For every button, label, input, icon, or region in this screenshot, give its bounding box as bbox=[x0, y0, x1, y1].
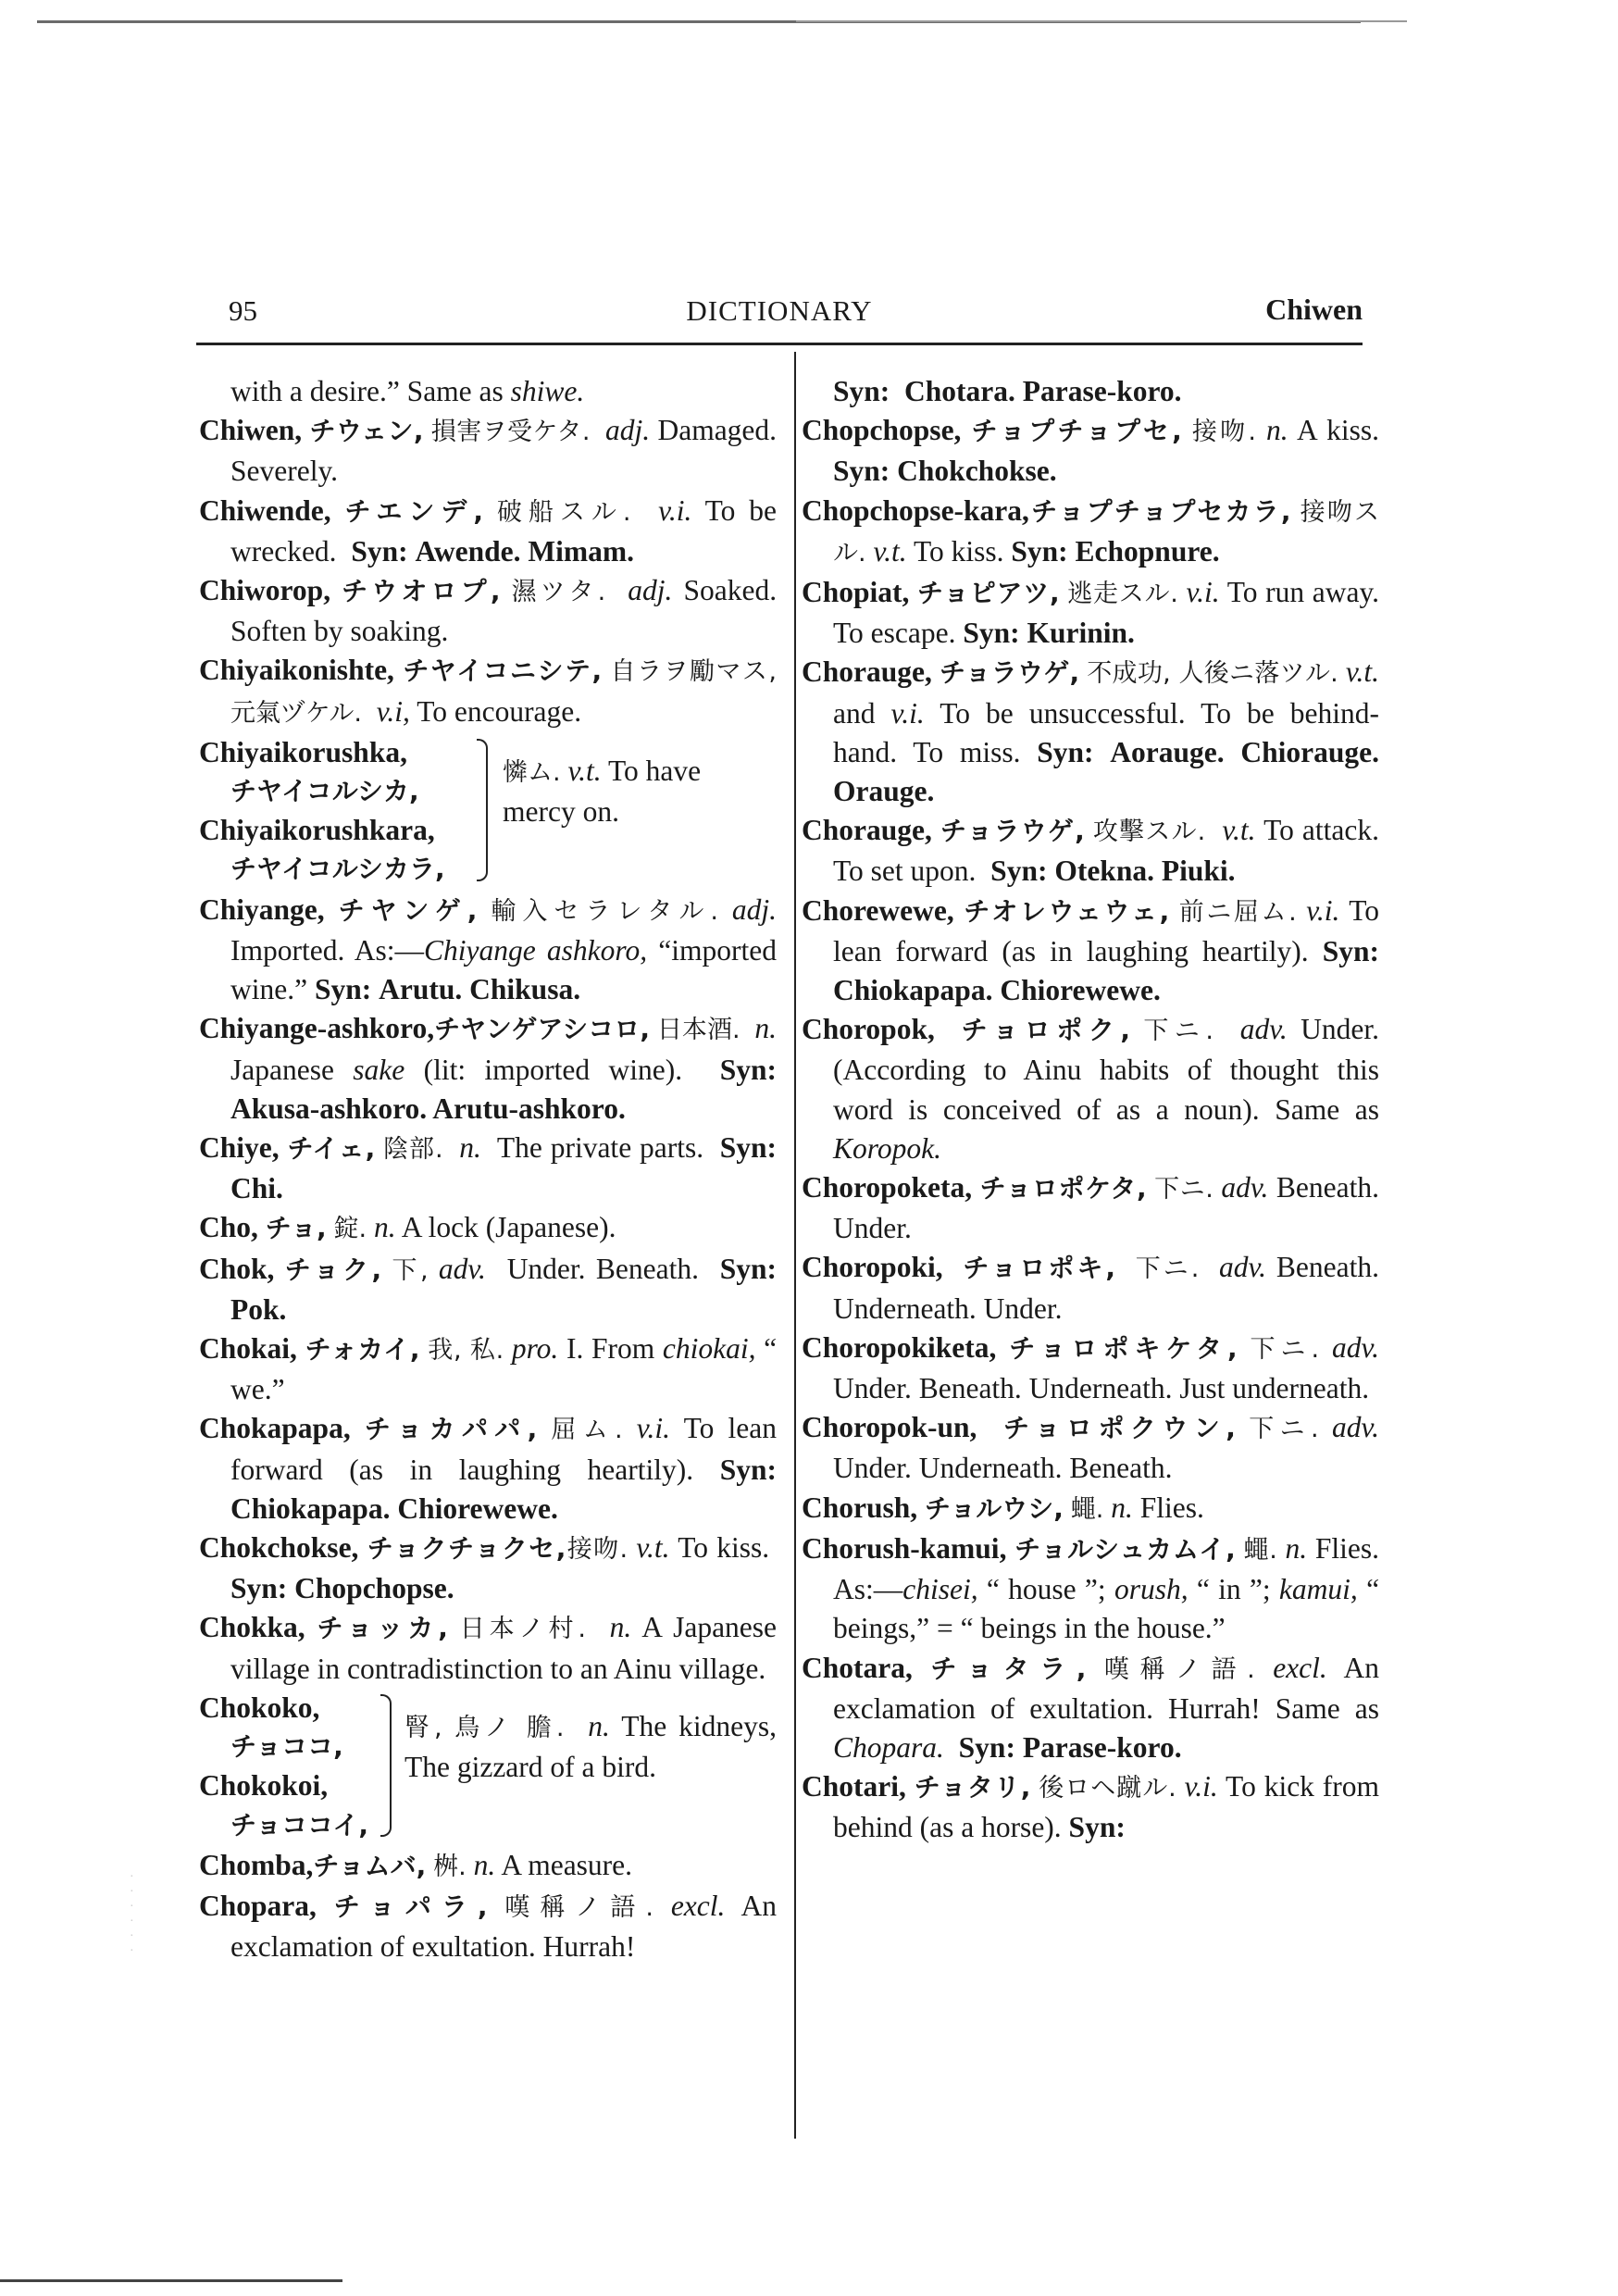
kana: チイェ, bbox=[287, 1133, 376, 1165]
kana: チョココ, bbox=[230, 1731, 343, 1763]
synonyms: Chiokapapa. Chiorewewe. bbox=[230, 1491, 558, 1525]
entry bbox=[199, 1129, 777, 1208]
syn-label: Syn: bbox=[351, 534, 408, 568]
kanji-gloss: 日本酒. bbox=[656, 1016, 741, 1045]
kanji-gloss: 嘆稱ノ語. bbox=[1103, 1654, 1255, 1684]
headword: Choropoketa, bbox=[802, 1171, 973, 1204]
part-of-speech: v.i. bbox=[1306, 893, 1340, 927]
definition: To kick from behind (as a horse). bbox=[833, 1770, 1380, 1844]
definition: To encourage. bbox=[417, 694, 582, 728]
part-of-speech: n. bbox=[1285, 1531, 1308, 1565]
part-of-speech: v.i, bbox=[376, 694, 410, 728]
entry bbox=[199, 1208, 777, 1249]
kana: チョタリ, bbox=[914, 1772, 1031, 1803]
entry bbox=[802, 892, 1379, 1011]
entry bbox=[199, 1887, 777, 1966]
entry-continuation: with a desire.” Same as shiwe. bbox=[230, 375, 585, 407]
headword: Choropok, bbox=[802, 1013, 935, 1046]
definition: To be wrecked. bbox=[230, 493, 778, 568]
example: Chiyange ashkoro, bbox=[424, 934, 648, 967]
kana: チョルウシ, bbox=[925, 1492, 1064, 1524]
definition: Beneath. Underneath. Under. bbox=[833, 1251, 1379, 1325]
headword: Chiyaikonishte, bbox=[199, 654, 394, 687]
running-head: DICTIONARY bbox=[686, 294, 873, 327]
syn-label: Syn: bbox=[719, 1252, 778, 1285]
kanji-gloss: 接吻. bbox=[1191, 418, 1256, 447]
kana: チョッカ, bbox=[317, 1613, 448, 1644]
kanji-gloss: 下ニ. bbox=[1143, 1017, 1214, 1046]
kana: チウオロプ, bbox=[342, 576, 501, 607]
synonyms: Chi. bbox=[230, 1172, 283, 1205]
entry bbox=[199, 1409, 777, 1529]
part-of-speech: v.i. bbox=[658, 493, 692, 527]
entry bbox=[199, 1009, 777, 1129]
definition: “ beings,” = “ beings in the house.” bbox=[833, 1573, 1380, 1645]
right-column bbox=[802, 372, 1379, 1848]
bracket-entry bbox=[199, 733, 777, 891]
entry bbox=[802, 1767, 1379, 1847]
brace bbox=[477, 739, 488, 881]
definition: To lean forward (as in laughing heartily). bbox=[230, 1412, 778, 1486]
entry bbox=[802, 573, 1379, 653]
example: orush, bbox=[1114, 1573, 1189, 1606]
entry bbox=[802, 1248, 1379, 1328]
example: sake bbox=[353, 1053, 405, 1086]
part-of-speech: adv. bbox=[1239, 1013, 1288, 1046]
kana: チョロポキケタ, bbox=[1009, 1332, 1238, 1364]
definition: The private parts. bbox=[496, 1131, 704, 1165]
syn-label: Syn: bbox=[1322, 934, 1380, 967]
kana: チョカパパ, bbox=[364, 1414, 538, 1445]
definition: Under. (According to Ainu habits of thought this word is conceived of as a noun). Same as bbox=[833, 1013, 1380, 1126]
part-of-speech: excl. bbox=[1273, 1651, 1327, 1684]
entry bbox=[802, 1489, 1379, 1529]
example: chisei, bbox=[902, 1573, 978, 1606]
definition: Japanese bbox=[230, 1053, 334, 1086]
headword: Chopchopse, bbox=[802, 414, 962, 447]
syn-label: Syn: bbox=[1011, 534, 1068, 568]
part-of-speech: adj. bbox=[731, 892, 778, 926]
kanji-gloss: 桝. bbox=[433, 1852, 467, 1881]
kanji-gloss: 攻擊スル. bbox=[1092, 817, 1206, 847]
part-of-speech: n. bbox=[373, 1211, 396, 1244]
kana: チウェン, bbox=[309, 416, 424, 447]
headword: Chokchokse, bbox=[199, 1531, 359, 1565]
kana: チョロポク, bbox=[961, 1015, 1130, 1046]
headword: Chiworop, bbox=[199, 574, 331, 607]
entry bbox=[199, 651, 777, 732]
part-of-speech: n. bbox=[609, 1611, 632, 1644]
entry bbox=[199, 1250, 777, 1329]
kanji-gloss: 前ニ屈ム. bbox=[1178, 897, 1297, 927]
kanji-gloss: 不成功, 人後ニ落ツル. bbox=[1087, 659, 1338, 689]
part-of-speech: n. bbox=[459, 1131, 481, 1165]
synonyms: Aorauge. Chiorauge. Orauge. bbox=[833, 735, 1379, 808]
definition: “ we.” bbox=[230, 1332, 778, 1406]
synonyms: Chotara. Parase-koro. bbox=[904, 375, 1182, 407]
definition: 腎, 鳥ノ 膽. n. The kidneys, The gizzard of a bird. bbox=[404, 1709, 778, 1784]
definition: Damaged. Severely. bbox=[230, 414, 778, 488]
headword: Chorauge, bbox=[802, 655, 932, 689]
syn-label: Syn: bbox=[719, 1131, 778, 1165]
definition: “ in ”; bbox=[1196, 1573, 1271, 1606]
part-of-speech: adv. bbox=[1219, 1251, 1267, 1284]
definition: “ house ”; bbox=[986, 1573, 1106, 1606]
guide-word: Chiwen bbox=[1265, 293, 1363, 326]
kana: チオレウェウェ, bbox=[964, 895, 1170, 927]
kana: チォカイ, bbox=[305, 1334, 420, 1366]
definition: To kiss. bbox=[913, 534, 1004, 568]
bracket-entry bbox=[199, 1689, 777, 1846]
headword: Chokoko, bbox=[199, 1691, 320, 1724]
entry bbox=[802, 1529, 1379, 1649]
entry bbox=[802, 653, 1379, 811]
part-of-speech: adv. bbox=[1331, 1330, 1379, 1364]
definition: To kiss. bbox=[678, 1531, 770, 1565]
definition: Under. Beneath. Underneath. Just underneath. bbox=[833, 1372, 1370, 1405]
part-of-speech: v.i. bbox=[890, 696, 925, 730]
headword: Chiyange-ashkoro, bbox=[199, 1012, 435, 1045]
column-divider bbox=[794, 352, 796, 2139]
kana: チヤンゲ, bbox=[338, 894, 478, 926]
headword: Chiyaikorushka, bbox=[199, 735, 407, 768]
definition: A Japanese village in contradistinction to an Ainu village. bbox=[230, 1611, 778, 1685]
syn-label: Syn: bbox=[1037, 735, 1094, 768]
kanji-gloss: 嘆稱ノ語. bbox=[504, 1893, 653, 1923]
syn-label: Syn: bbox=[719, 1053, 778, 1086]
page-number: 95 bbox=[229, 294, 257, 327]
part-of-speech: v.i. bbox=[1184, 1770, 1218, 1803]
syn-label: Syn: bbox=[963, 617, 1020, 650]
cross-reference: Koropok. bbox=[833, 1131, 941, 1165]
part-of-speech: n. bbox=[473, 1848, 496, 1881]
syn-label: Syn: bbox=[990, 855, 1048, 888]
part-of-speech: adj. bbox=[605, 414, 651, 447]
kanji-gloss: 接吻スル. bbox=[833, 497, 1380, 568]
definition: Soaked. Soften by soaking. bbox=[230, 574, 778, 648]
part-of-speech: n. bbox=[1111, 1491, 1133, 1524]
definition: Imported. As:— bbox=[230, 934, 425, 967]
kana: チヤイコルシカ, bbox=[230, 776, 419, 807]
headword: Chiye, bbox=[199, 1131, 280, 1165]
headword: Choropokiketa, bbox=[802, 1330, 997, 1364]
cross-reference: Chopara. bbox=[833, 1730, 944, 1764]
entry bbox=[802, 492, 1379, 573]
definition: “imported wine.” bbox=[230, 934, 777, 1006]
kana: チョタラ, bbox=[930, 1653, 1087, 1684]
headword: Chiwende, bbox=[199, 493, 331, 527]
kana: チョクチョクセ, bbox=[367, 1533, 566, 1565]
headword: Choropok-un, bbox=[802, 1411, 977, 1444]
part-of-speech: v.t. bbox=[636, 1531, 670, 1565]
kanji-gloss: 下ニ. bbox=[1135, 1254, 1200, 1284]
synonyms: Akusa-ashkoro. Arutu-ashkoro. bbox=[230, 1092, 626, 1125]
headword: Chomba, bbox=[199, 1848, 314, 1881]
page-header bbox=[196, 289, 1363, 330]
synonyms: Chiokapapa. Chiorewewe. bbox=[833, 974, 1161, 1007]
syn-label: Syn: bbox=[833, 455, 890, 488]
entry-continuation bbox=[802, 372, 1379, 411]
synonyms: Parase-koro. bbox=[1022, 1730, 1182, 1764]
part-of-speech: pro. bbox=[511, 1332, 559, 1366]
headword: Chotara, bbox=[802, 1651, 913, 1684]
headword: Chotari, bbox=[802, 1770, 906, 1803]
part-of-speech: n. bbox=[754, 1012, 778, 1045]
entry bbox=[802, 1010, 1379, 1168]
kana: チョラウゲ, bbox=[940, 816, 1085, 847]
kana: チョココイ, bbox=[230, 1809, 368, 1841]
definition: Under. Underneath. Beneath. bbox=[833, 1452, 1173, 1485]
kanji-gloss: 錠. bbox=[333, 1215, 367, 1244]
entry bbox=[199, 1329, 777, 1409]
kanji-gloss: 下ニ. bbox=[1154, 1175, 1214, 1204]
headword: Chopiat, bbox=[802, 576, 910, 609]
definition: Flies. As:— bbox=[833, 1531, 1380, 1606]
syn-label: Syn: bbox=[833, 375, 890, 407]
entry bbox=[199, 1529, 777, 1608]
headword: Chokai, bbox=[199, 1332, 297, 1366]
synonyms: Kurinin. bbox=[1027, 617, 1135, 650]
kana: チョピアツ, bbox=[917, 578, 1060, 609]
scan-edge-line bbox=[0, 2279, 342, 2282]
definition: I. From bbox=[566, 1332, 655, 1366]
part-of-speech: v.i. bbox=[636, 1412, 670, 1445]
kana: チョロポキ, bbox=[963, 1253, 1116, 1284]
entry bbox=[802, 1329, 1379, 1408]
headword: Chokapapa, bbox=[199, 1412, 351, 1445]
headword: Chopchopse-kara, bbox=[802, 493, 1029, 527]
headword: Choropoki, bbox=[802, 1251, 943, 1284]
definition: An exclamation of exultation. Hurrah! Same as bbox=[833, 1651, 1379, 1725]
definition: Beneath. Under. bbox=[833, 1171, 1379, 1245]
part-of-speech: n. bbox=[1266, 414, 1288, 447]
definition: A lock (Japanese). bbox=[401, 1211, 616, 1244]
kana: チョ, bbox=[265, 1213, 327, 1244]
part-of-speech: v.t. bbox=[1345, 655, 1379, 689]
conjunction: and bbox=[833, 696, 876, 730]
headword: Chiyaikorushkara, bbox=[199, 814, 435, 847]
example: kamui, bbox=[1278, 1573, 1358, 1606]
synonyms: Awende. Mimam. bbox=[415, 534, 634, 568]
syn-label: Syn: bbox=[314, 973, 372, 1006]
syn-label: Syn: bbox=[719, 1453, 777, 1486]
syn-label: Syn: bbox=[958, 1730, 1015, 1764]
synonyms: Chokchokse. bbox=[897, 455, 1057, 488]
kana: チヤイコルシカラ, bbox=[230, 854, 445, 885]
entry bbox=[802, 1649, 1379, 1768]
definition: Under. Beneath. bbox=[506, 1252, 699, 1285]
synonyms: Otekna. Piuki. bbox=[1054, 855, 1236, 888]
kana: チエンデ, bbox=[344, 495, 484, 527]
kanji-gloss: 後ロヘ蹴ル. bbox=[1039, 1774, 1176, 1803]
kanji-gloss: 輸入セラレタル. bbox=[491, 896, 718, 926]
definition: (lit: imported wine). bbox=[423, 1053, 683, 1086]
kana: チヤイコニシテ, bbox=[403, 655, 603, 687]
kanji-gloss: 日本ノ村. bbox=[459, 1615, 586, 1644]
headword: Chorush-kamui, bbox=[802, 1531, 1007, 1565]
headword: Chorauge, bbox=[802, 814, 932, 847]
kana: チョムバ, bbox=[313, 1850, 427, 1881]
definition: An exclamation of exultation. Hurrah! bbox=[230, 1890, 778, 1964]
part-of-speech: v.t. bbox=[1222, 814, 1256, 847]
headword: Chokokoi, bbox=[199, 1769, 329, 1803]
headword: Chopara, bbox=[199, 1890, 317, 1923]
scan-edge-line bbox=[796, 20, 1407, 22]
definition: To run away. To escape. bbox=[833, 576, 1380, 650]
entry bbox=[199, 1846, 777, 1887]
scan-speckle: · · · · · · bbox=[130, 1870, 134, 1958]
synonyms: Pok. bbox=[230, 1292, 287, 1326]
kanji-gloss: 屈ム. bbox=[551, 1416, 623, 1445]
headword: Chorewewe, bbox=[802, 893, 954, 927]
definition: A kiss. bbox=[1297, 414, 1380, 447]
definition: To lean forward (as in laughing heartily). bbox=[833, 893, 1380, 967]
kanji-gloss: 逃走スル. bbox=[1067, 580, 1178, 609]
synonyms: Echopnure. bbox=[1075, 534, 1220, 568]
kanji-gloss: 損害ヲ受ケタ. bbox=[430, 418, 591, 447]
part-of-speech: adv. bbox=[1221, 1171, 1269, 1204]
kanji-gloss: 濕ツタ. bbox=[511, 578, 606, 607]
kana: チョク, bbox=[284, 1254, 382, 1285]
definition: To attack. To set upon. bbox=[833, 814, 1380, 888]
part-of-speech: adv. bbox=[1331, 1411, 1379, 1444]
entry bbox=[199, 571, 777, 651]
kanji-gloss: 我, 私. bbox=[428, 1336, 504, 1366]
kana: チョルシュカムイ, bbox=[1014, 1533, 1236, 1565]
kana: チョプチョプセカラ, bbox=[1028, 495, 1291, 527]
entry bbox=[199, 1608, 777, 1688]
entry bbox=[802, 1168, 1379, 1248]
definition: 憐ム. v.t. To have mercy on. bbox=[503, 754, 702, 829]
headword: Chokka, bbox=[199, 1611, 305, 1644]
kana: チョパラ, bbox=[333, 1891, 488, 1923]
kanji-gloss: 蠅. bbox=[1070, 1494, 1104, 1524]
kana: チョラウゲ, bbox=[940, 657, 1080, 689]
synonyms: Arutu. Chikusa. bbox=[379, 973, 581, 1006]
definition: To be unsuccessful. To be behind-hand. To miss. bbox=[833, 696, 1380, 768]
kanji-gloss: 陰部. bbox=[383, 1135, 443, 1165]
entry bbox=[802, 1408, 1379, 1488]
header-rule bbox=[196, 343, 1363, 345]
part-of-speech: excl. bbox=[670, 1890, 726, 1923]
brace bbox=[380, 1694, 392, 1837]
syn-label: Syn: bbox=[1068, 1811, 1126, 1844]
kanji-gloss: 下ニ. bbox=[1250, 1334, 1320, 1364]
part-of-speech: adj. bbox=[628, 574, 673, 607]
kanji-gloss: 蠅. bbox=[1243, 1535, 1277, 1565]
kanji-gloss: 下, bbox=[392, 1255, 429, 1285]
kanji-gloss: 接吻. bbox=[566, 1535, 629, 1565]
definition: Flies. bbox=[1139, 1491, 1204, 1524]
syn-label: Syn: bbox=[230, 1572, 288, 1605]
headword: Cho, bbox=[199, 1211, 258, 1244]
entry bbox=[802, 411, 1379, 491]
part-of-speech: v.i. bbox=[1186, 576, 1220, 609]
headword: Chok, bbox=[199, 1252, 275, 1285]
synonyms: Chopchopse. bbox=[294, 1572, 454, 1605]
entry bbox=[199, 492, 777, 571]
entry bbox=[802, 811, 1379, 891]
example: chiokai, bbox=[662, 1332, 756, 1366]
kanji-gloss: 破船スル. bbox=[496, 497, 631, 527]
headword: Chiyange, bbox=[199, 892, 325, 926]
kanji-gloss: 自ラヲ勵マス, 元氣ヅケル. bbox=[230, 657, 778, 728]
kanji-gloss: 下ニ. bbox=[1249, 1415, 1319, 1444]
headword: Chorush, bbox=[802, 1491, 918, 1524]
headword: Chiwen, bbox=[199, 414, 303, 447]
kana: チョロポクウン, bbox=[1003, 1413, 1236, 1444]
kana: チョロポケタ, bbox=[979, 1173, 1147, 1204]
kana: チョプチョプセ, bbox=[971, 416, 1182, 447]
kana: チヤンゲアシコロ, bbox=[434, 1014, 650, 1045]
entry bbox=[199, 891, 777, 1010]
part-of-speech: adv. bbox=[438, 1252, 486, 1285]
entry bbox=[199, 411, 777, 491]
left-column bbox=[199, 372, 777, 1967]
definition: A measure. bbox=[501, 1848, 633, 1881]
part-of-speech: v.t. bbox=[873, 534, 907, 568]
